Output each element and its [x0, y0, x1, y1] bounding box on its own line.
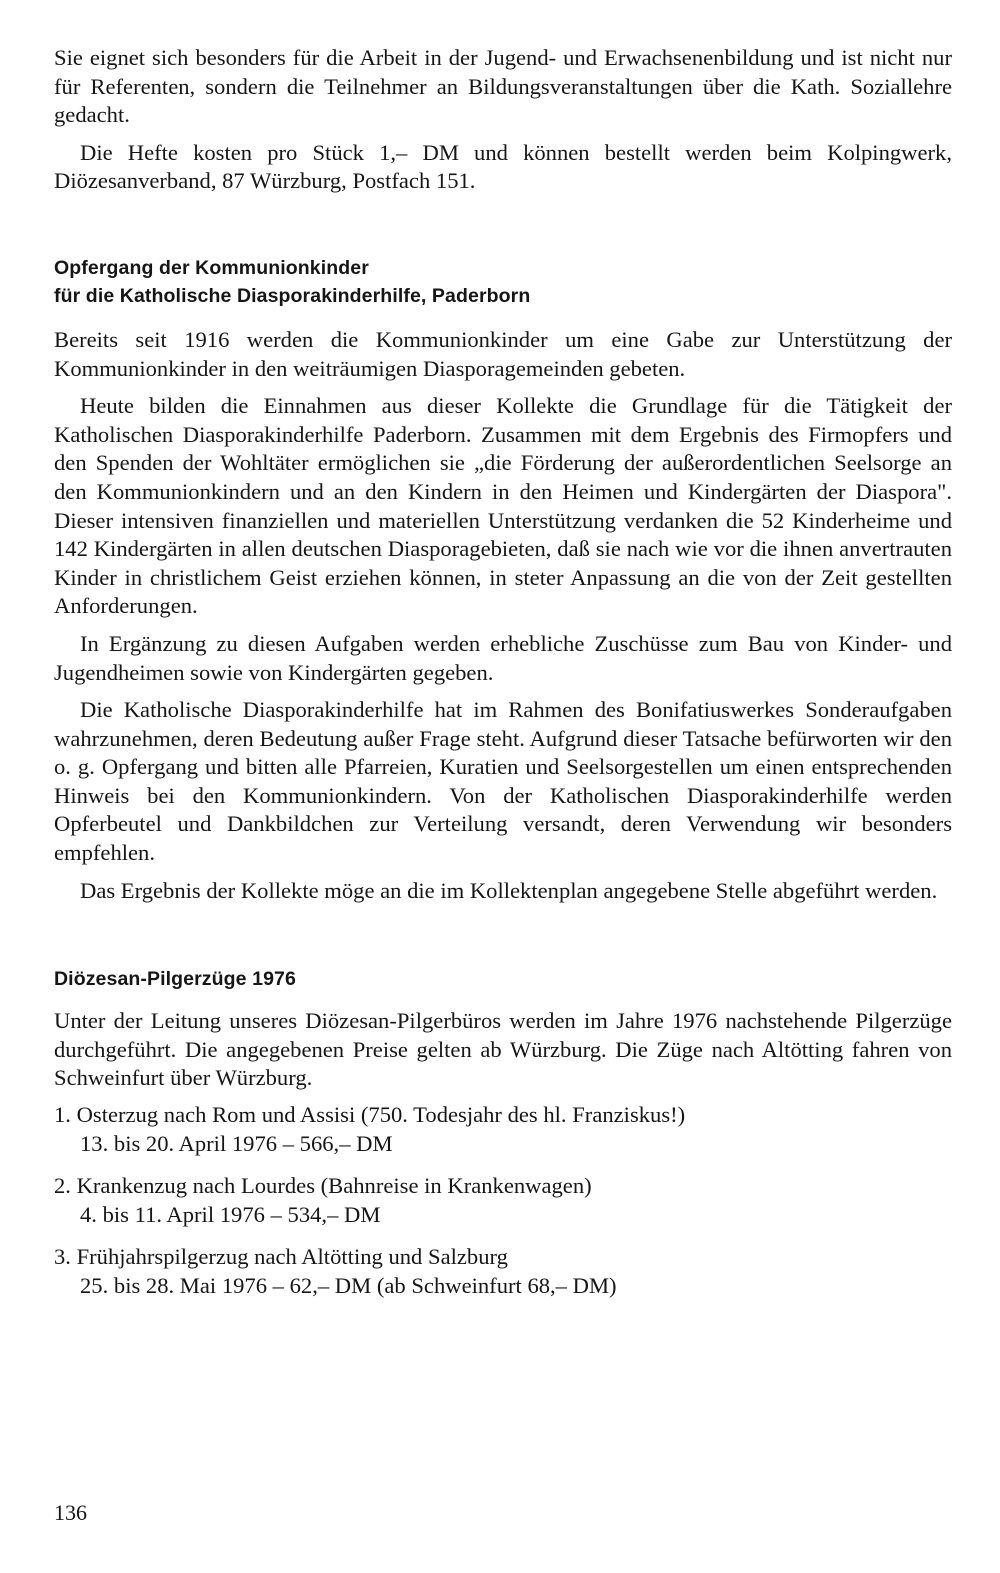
section-heading-line-2: für die Katholische Diasporakinderhilfe, Paderborn	[54, 284, 531, 307]
trip-dates: 13. bis 20. April 1976 – 566,– DM	[80, 1130, 393, 1156]
trip-title: 3. Frühjahrspilgerzug nach Altötting und Salzburg	[54, 1244, 508, 1270]
trip-item	[54, 1101, 952, 1158]
section-heading-opfergang	[54, 254, 952, 310]
document-page	[54, 44, 952, 1315]
section-heading-pilgerzuege: Diözesan-Pilgerzüge 1976	[54, 968, 296, 991]
opfergang-paragraph-5: Das Ergebnis der Kollekte möge an die im Kollektenplan angegebene Stelle abgeführt werden.	[80, 877, 938, 903]
opfergang-paragraph-2: Heute bilden die Einnahmen aus dieser Kollekte die Grundlage für die Tätigkeit der Katholischen Diasporakinderhilfe Paderborn. Zusammen mit dem Ergebnis des Firmopfers und den Spenden der Wohltäter ermöglichen sie „die Förderung der außerordentlichen Seelsorge an den Kommunionkindern und an den Kindern in den Heimen und Kindergärten der Diaspora". Dieser intensiven finanziellen und materiellen Unterstützung verdanken die 52 Kinderheime und 142 Kindergärten in allen deutschen Diasporagebieten, daß sie nach wie vor die ihnen anvertrauten Kinder in christlichem Geist erziehen können, in steter Anpassung an die von der Zeit gestellten Anforderungen.	[54, 393, 952, 619]
pilgerzuege-intro: Unter der Leitung unseres Diözesan-Pilgerbüros werden im Jahre 1976 nachstehende Pilgerzüge durchgeführt. Die angegebenen Preise gelten ab Würzburg. Die Züge nach Altötting fahren von Schweinfurt über Würzburg.	[54, 1008, 952, 1091]
trip-title: 2. Krankenzug nach Lourdes (Bahnreise in Krankenwagen)	[54, 1173, 592, 1199]
trip-item	[54, 1172, 952, 1229]
opfergang-paragraph-3: In Ergänzung zu diesen Aufgaben werden erhebliche Zuschüsse zum Bau von Kinder- und Jugendheimen sowie von Kindergärten gegeben.	[54, 630, 952, 685]
section-heading-line-1: Opfergang der Kommunionkinder	[54, 256, 369, 279]
trip-title: 1. Osterzug nach Rom und Assisi (750. Todesjahr des hl. Franziskus!)	[54, 1102, 686, 1128]
section-body-opfergang	[54, 326, 952, 905]
section-body-pilgerzuege	[54, 1007, 952, 1300]
opfergang-paragraph-4: Die Katholische Diasporakinderhilfe hat im Rahmen des Bonifatiuswerkes Sonderaufgaben wahrzunehmen, deren Bedeutung außer Frage steht. Aufgrund dieser Tatsache befürworten wir den o. g. Opfergang und bitten alle Pfarreien, Kuratien und Seelsorgestellen um einen entsprechenden Hinweis bei den Kommunionkindern. Von der Katholischen Diasporakinderhilfe werden Opferbeutel und Dankbildchen zur Verteilung versandt, deren Verwendung wir besonders empfehlen.	[54, 697, 952, 866]
intro-paragraph-1: Sie eignet sich besonders für die Arbeit in der Jugend- und Erwachsenenbildung und ist nicht nur für Referenten, sondern die Teilnehmer an Bildungsveranstaltungen über die Kath. Soziallehre gedacht.	[54, 45, 952, 128]
trip-item	[54, 1243, 952, 1300]
opfergang-paragraph-1: Bereits seit 1916 werden die Kommunionkinder um eine Gabe zur Unterstützung der Kommunionkinder in den weiträumigen Diasporagemeinden gebeten.	[54, 326, 952, 381]
trip-list	[54, 1101, 952, 1301]
trip-dates: 25. bis 28. Mai 1976 – 62,– DM (ab Schweinfurt 68,– DM)	[80, 1273, 617, 1298]
intro-paragraph-2: Die Hefte kosten pro Stück 1,– DM und können bestellt werden beim Kolpingwerk, Diözesanverband, 87 Würzburg, Postfach 151.	[54, 139, 952, 194]
page-number: 136	[54, 1500, 87, 1525]
trip-dates: 4. bis 11. April 1976 – 534,– DM	[80, 1201, 381, 1227]
